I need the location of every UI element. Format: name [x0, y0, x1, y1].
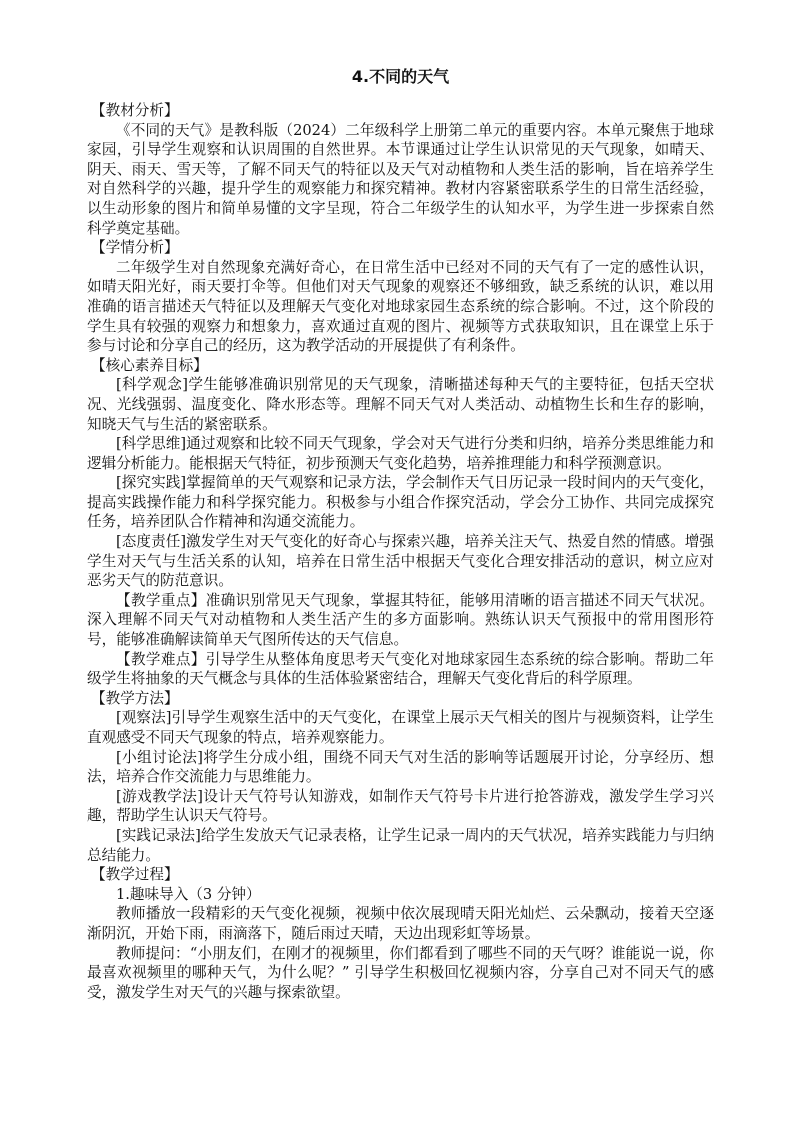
heading-teaching-methods: 【教学方法】 — [91, 689, 179, 707]
heading-core-goals: 【核心素养目标】 — [91, 356, 208, 374]
paragraph-goal-scientific-thinking: [科学思维]通过观察和比较不同天气现象，学会对天气进行分类和归纳，培养分类思维能力和逻辑分析能力。能根据天气特征，初步预测天气变化趋势，培养推理能力和科学预测意识。 — [87, 435, 714, 472]
paragraph-goal-scientific-concept: [科学观念]学生能够准确识别常见的天气现象，清晰描述每种天气的主要特征，包括天空状况、光线强弱、温度变化、降水形态等。理解不同天气对人类活动、动植物生长和生存的影响，知晓天气与生活的紧密联系。 — [87, 376, 714, 433]
paragraph-goal-inquiry-practice: [探究实践]掌握简单的天气观察和记录方法，学会制作天气日历记录一段时间内的天气变化，提高实践操作能力和科学探究能力。积极参与小组合作探究活动，学会分工协作、共同完成探究任务，培养团队合作精神和沟通交流能力。 — [87, 474, 714, 531]
paragraph-method-practice-record: [实践记录法]给学生发放天气记录表格，让学生记录一周内的天气状况，培养实践能力与归纳总结能力。 — [87, 826, 714, 864]
heading-student-analysis: 【学情分析】 — [91, 239, 179, 257]
paragraph-material-analysis: 《不同的天气》是教科版（2024）二年级科学上册第二单元的重要内容。本单元聚焦于地球家园，引导学生观察和认识周围的自然世界。本节课通过让学生认识常见的天气现象，如晴天、阴天、雨天、雪天等，了解不同天气的特征以及天气对动植物和人类生活的影响，旨在培养学生对自然科学的兴趣，提升学生的观察能力和探究精神。教材内容紧密联系学生的日常生活经验，以生动形象的图片和简单易懂的文字呈现，符合二年级学生的认知水平，为学生进一步探索自然科学奠定基础。 — [87, 121, 714, 237]
paragraph-key-points: 【教学重点】准确识别常见天气现象，掌握其特征，能够用清晰的语言描述不同天气状况。深入理解不同天气对动植物和人类生活产生的多方面影响。熟练认识天气预报中的常用图形符号，能够准确解读简单天气图所传达的天气信息。 — [87, 591, 714, 649]
document-title: 4.不同的天气 — [351, 67, 450, 86]
paragraph-student-analysis: 二年级学生对自然现象充满好奇心，在日常生活中已经对不同的天气有了一定的感性认识，如晴天阳光好，雨天要打伞等。但他们对天气现象的观察还不够细致，缺乏系统的认识，难以用准确的语言描述天气特征以及理解天气变化对地球家园生态系统的综合影响。不过，这个阶段的学生具有较强的观察力和想象力，喜欢通过直观的图片、视频等方式获取知识，且在课堂上乐于参与讨论和分享自己的经历，这为教学活动的开展提供了有利条件。 — [87, 258, 714, 355]
paragraph-method-game-teaching: [游戏教学法]设计天气符号认知游戏，如制作天气符号卡片进行抢答游戏，激发学生学习兴趣，帮助学生认识天气符号。 — [87, 787, 714, 825]
heading-material-analysis: 【教材分析】 — [91, 102, 179, 119]
document-page — [87, 66, 714, 1002]
paragraph-difficulties: 【教学难点】引导学生从整体角度思考天气变化对地球家园生态系统的综合影响。帮助二年级学生将抽象的天气概念与具体的生活体验紧密结合，理解天气变化背后的科学原理。 — [87, 650, 714, 688]
paragraph-goal-attitude-responsibility: [态度责任]激发学生对天气变化的好奇心与探索兴趣，培养关注天气、热爱自然的情感。增强学生对天气与生活关系的认知，培养在日常生活中根据天气变化合理安排活动的意识，树立应对恶劣天气的防范意识。 — [87, 533, 714, 590]
paragraph-step-1-video: 教师播放一段精彩的天气变化视频，视频中依次展现晴天阳光灿烂、云朵飘动，接着天空逐渐阴沉，开始下雨，雨滴落下，随后雨过天晴，天边出现彩虹等场景。 — [87, 905, 714, 942]
paragraph-method-group-discussion: [小组讨论法]将学生分成小组，围绕不同天气对生活的影响等话题展开讨论，分享经历、想法，培养合作交流能力与思维能力。 — [87, 748, 714, 786]
heading-teaching-process: 【教学过程】 — [91, 866, 179, 884]
paragraph-method-observation: [观察法]引导学生观察生活中的天气变化，在课堂上展示天气相关的图片与视频资料，让学生直观感受不同天气现象的特点，培养观察能力。 — [87, 709, 714, 746]
step-1-title: 1.趣味导入（3 分钟） — [116, 885, 261, 903]
paragraph-step-1-question: 教师提问：“小朋友们，在刚才的视频里，你们都看到了哪些不同的天气呀？谁能说一说，你最喜欢视频里的哪种天气，为什么呢？” 引导学生积极回忆视频内容，分享自己对不同天气的感受，激发学生对天气的兴趣与探索欲望。 — [87, 944, 714, 1001]
